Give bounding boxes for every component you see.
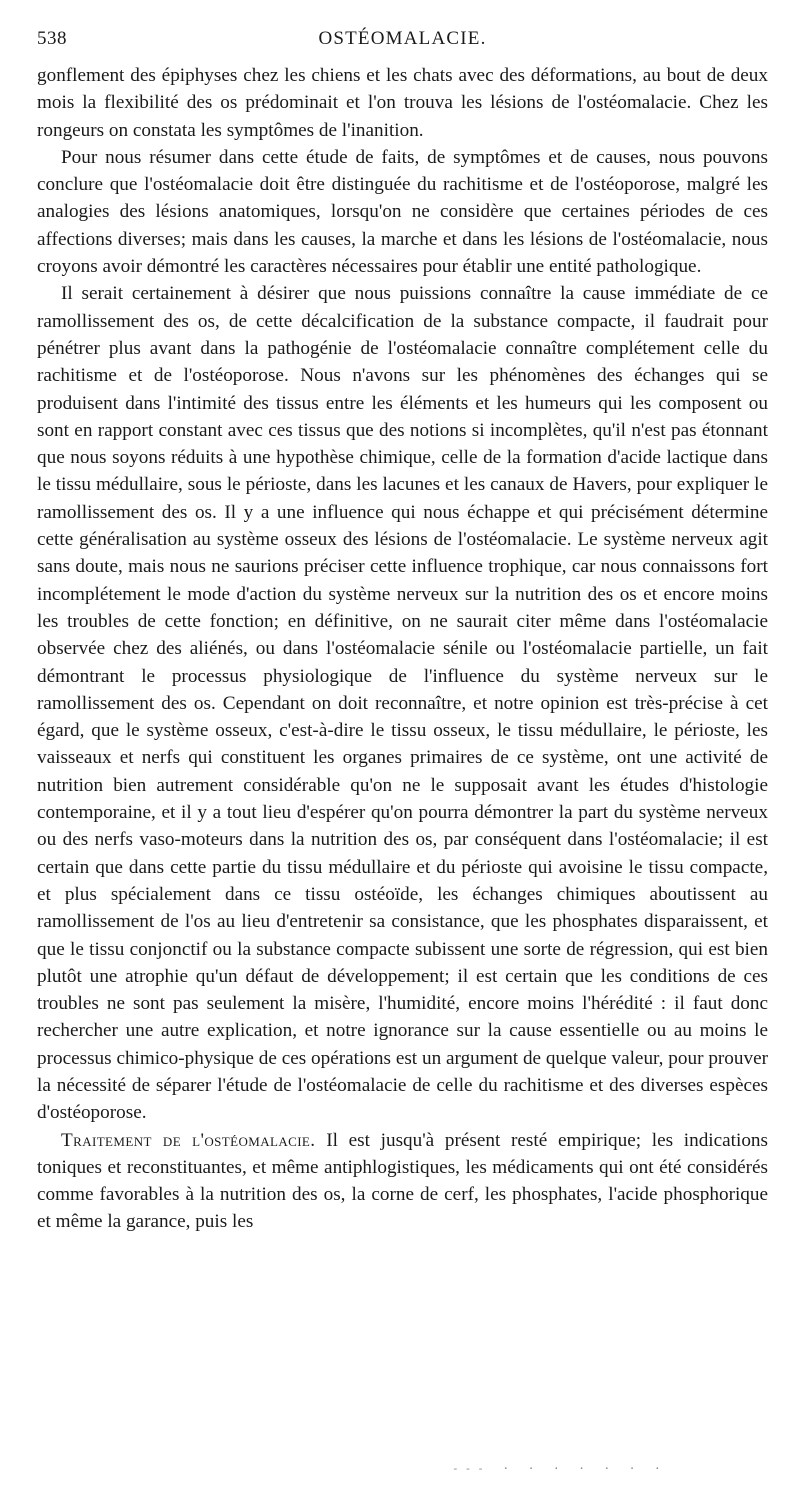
paragraph-summary: Pour nous résumer dans cette étude de faits, de symptômes et de causes, nous pouvons conclure que l'ostéomalacie doit être distinguée du rachitisme et de l'ostéoporose, malgré les analogies des lésions anatomiques, lorsqu'on ne considère que certaines périodes de ces affections diverses; mais dans les causes, la marche et dans les lésions de l'ostéomalacie, nous croyons avoir démontré les caractères nécessaires pour établir une entité pathologique. xyxy=(37,146,768,278)
paragraph-continuation: gonflement des épiphyses chez les chiens et les chats avec des déformations, au bout de deux mois la flexibilité des os prédominait et l'on trouva les lésions de l'ostéomalacie. Chez les rongeurs on constata les symptômes de l'inanition. xyxy=(37,65,768,141)
paragraph-treatment xyxy=(37,1127,768,1236)
running-title: OSTÉOMALACIE. xyxy=(318,28,487,49)
scan-noise-marks: --- · · · · · · · xyxy=(452,1462,667,1475)
treatment-heading: Traitement de l'ostéomalacie. xyxy=(61,1129,316,1151)
running-head xyxy=(37,22,768,62)
treatment-text: Il est jusqu'à présent resté empirique; les indications toniques et reconstituantes, et même antiphlogistiques, les médicaments qui ont été considérés comme favorables à la nutrition des os, la corne de cerf, les phosphates, l'acide phosphorique et même la garance, puis les xyxy=(37,1129,768,1233)
page-number: 538 xyxy=(37,28,67,49)
paragraph-pathogenesis: Il serait certainement à désirer que nous puissions connaître la cause immédiate de ce ramollissement des os, de cette décalcification de la substance compacte, il faudrait pour pénétrer plus avant dans la pathogénie de l'ostéomalacie connaître complétement celle du rachitisme et de l'ostéoporose. Nous n'avons sur les phénomènes des échanges qui se produisent dans l'intimité des tissus entre les éléments et les humeurs qui les composent ou sont en rapport constant avec ces tissus que des notions si incomplètes, qu'il n'est pas étonnant que nous soyons réduits à une hypothèse chimique, celle de la formation d'acide lactique dans le tissu médullaire, sous le périoste, dans les lacunes et les canaux de Havers, pour expliquer le ramollissement des os. Il y a une influence qui nous échappe et qui précisément détermine cette généralisation au système osseux des lésions de l'ostéomalacie. Le système nerveux agit sans doute, mais nous ne saurions préciser cette influence trophique, car nous connaissons fort incomplétement le mode d'action du système nerveux sur la nutrition des os et encore moins les troubles de cette fonction; en définitive, on ne saurait citer même dans l'ostéomalacie observée chez des aliénés, ou dans l'ostéomalacie sénile ou l'ostéomalacie partielle, un fait démontrant le processus physiologique de l'influence du système nerveux sur le ramollissement des os. Cependant on doit reconnaître, et notre opinion est très-précise à cet égard, que le système osseux, c'est-à-dire le tissu osseux, le tissu médullaire, le périoste, les vaisseaux et nerfs qui constituent les organes primaires de ce système, ont une activité de nutrition bien autrement considérable qu'on ne le supposait avant les études d'histologie contemporaine, et il y a tout lieu d'espérer qu'on pourra démontrer la part du système nerveux ou des nerfs vaso-moteurs dans la nutrition des os, par conséquent dans l'ostéomalacie; il est certain que dans cette partie du tissu médullaire et du périoste qui avoisine le tissu compacte, et plus spécialement dans ce tissu ostéoïde, les échanges chimiques aboutissent au ramollissement de l'os au lieu d'entretenir sa consistance, que les phosphates disparaissent, et que le tissu conjonctif ou la substance compacte subissent une sorte de régression, qui est bien plutôt une atrophie qu'un défaut de développement; il est certain que les conditions de ces troubles ne sont pas seulement la misère, l'humidité, encore moins l'hérédité : il faut donc rechercher une autre explication, et notre ignorance sur la cause essentielle ou au moins le processus chimico-physique de ces opérations est un argument de quelque valeur, pour prouver la nécessité de séparer l'étude de l'ostéomalacie de celle du rachitisme et des diverses espèces d'ostéoporose. xyxy=(37,283,768,1124)
book-page xyxy=(37,22,768,1236)
